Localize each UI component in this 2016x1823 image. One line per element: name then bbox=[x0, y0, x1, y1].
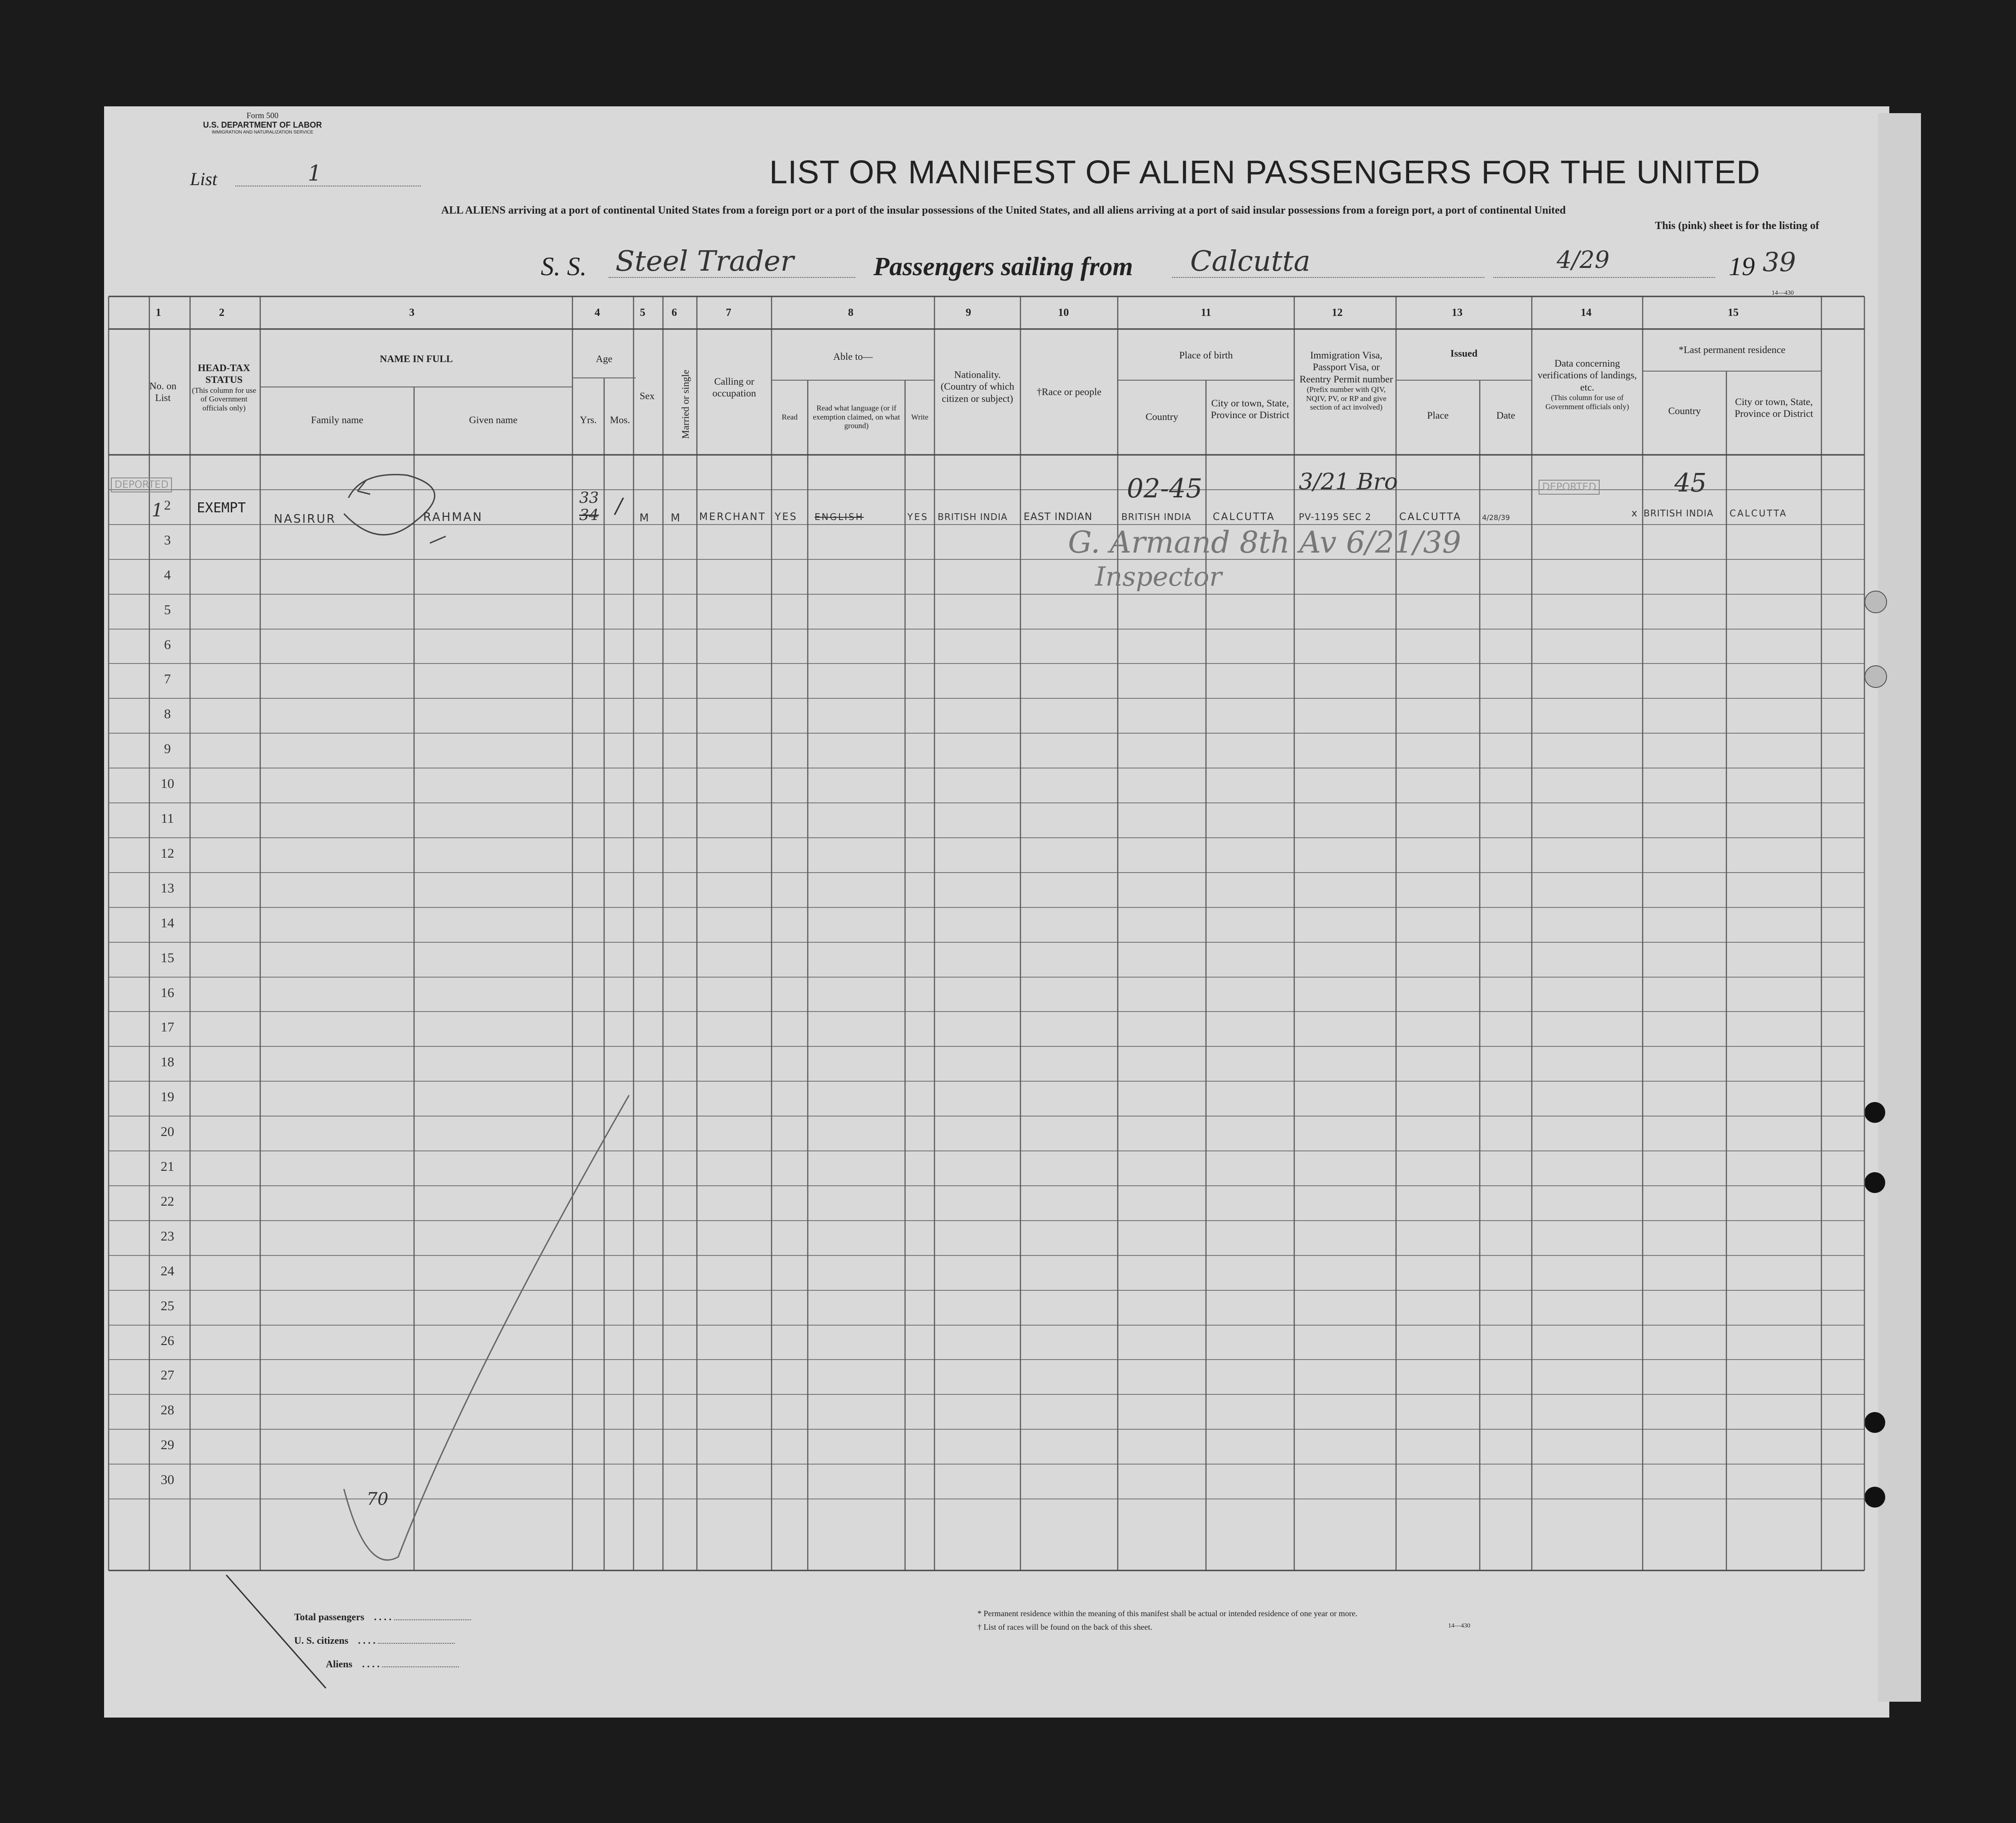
row-number: 16 bbox=[161, 985, 174, 1000]
form-number: Form 500 bbox=[246, 111, 279, 120]
col-able-to: Able to— bbox=[833, 351, 873, 362]
row-number: 25 bbox=[161, 1298, 174, 1313]
inspector-title: Inspector bbox=[1095, 561, 1222, 592]
column-number: 9 bbox=[966, 307, 971, 319]
row-number: 17 bbox=[161, 1020, 174, 1035]
form-header-block bbox=[163, 111, 362, 135]
us-citizens-line bbox=[378, 1643, 455, 1644]
head-tax-note: (This column for use of Government officials only) bbox=[191, 386, 257, 412]
column-number: 10 bbox=[1058, 307, 1069, 319]
entry-age-mos: / bbox=[615, 493, 623, 518]
tally-number: 70 bbox=[367, 1489, 389, 1509]
entry-race: EAST INDIAN bbox=[1024, 511, 1093, 523]
entry-read: YES bbox=[775, 511, 798, 523]
year-value: 39 bbox=[1763, 247, 1796, 277]
footer-code: 14—430 bbox=[1448, 1623, 1470, 1629]
column-number: 11 bbox=[1201, 307, 1211, 319]
head-tax-title: HEAD-TAX STATUS bbox=[198, 362, 250, 386]
entry-sex: M bbox=[639, 511, 650, 524]
row-number: 29 bbox=[161, 1437, 174, 1452]
column-number: 12 bbox=[1332, 307, 1343, 319]
row-number: 11 bbox=[161, 811, 174, 826]
entry-birth-country: BRITISH INDIA bbox=[1121, 511, 1191, 522]
instruction-line-2: This (pink) sheet is for the listing of bbox=[1655, 220, 1819, 232]
ss-label: S. S. bbox=[541, 252, 587, 281]
col-head-tax bbox=[190, 362, 258, 412]
row-number: 14 bbox=[161, 916, 174, 931]
total-passengers-dots: . . . . bbox=[374, 1611, 392, 1623]
entry-visa-number: PV-1195 SEC 2 bbox=[1299, 511, 1372, 522]
row-number: 19 bbox=[161, 1089, 174, 1104]
col-lr-country: Country bbox=[1668, 405, 1701, 416]
row-number: 6 bbox=[164, 637, 171, 652]
row-number: 27 bbox=[161, 1368, 174, 1383]
aliens-label: Aliens bbox=[326, 1658, 353, 1670]
row-number: 23 bbox=[161, 1229, 174, 1244]
entry-head-tax: EXEMPT bbox=[197, 500, 246, 516]
col-visa bbox=[1296, 349, 1396, 412]
aliens-dots: . . . . bbox=[362, 1658, 380, 1670]
column-number: 8 bbox=[848, 307, 853, 319]
row-number: 10 bbox=[161, 776, 174, 791]
column-number: 4 bbox=[595, 307, 600, 319]
row-number: 30 bbox=[161, 1472, 174, 1487]
entry-age: 34 bbox=[579, 506, 599, 524]
entry-family-name: NASIRUR bbox=[274, 512, 336, 526]
list-label: List bbox=[190, 169, 218, 189]
us-citizens-row bbox=[294, 1635, 471, 1658]
row-number: 21 bbox=[161, 1159, 174, 1174]
col-name-in-full: NAME IN FULL bbox=[380, 353, 453, 364]
entry-lr-city: CALCUTTA bbox=[1730, 508, 1787, 519]
total-passengers-label: Total passengers bbox=[294, 1611, 365, 1623]
entry-married: M bbox=[671, 511, 682, 524]
row-number: 18 bbox=[161, 1055, 174, 1069]
column-number: 15 bbox=[1728, 307, 1739, 319]
col-issued-date: Date bbox=[1496, 410, 1516, 421]
col-read-language: Read what language (or if exemption claimed, on what ground) bbox=[813, 404, 900, 430]
row-number: 26 bbox=[161, 1333, 174, 1348]
entry-age-corrected: 33 bbox=[579, 489, 599, 507]
total-passengers-row bbox=[294, 1611, 471, 1635]
col-given-name: Given name bbox=[469, 414, 518, 425]
form-code: 14—430 bbox=[1772, 290, 1794, 296]
col-issued: Issued bbox=[1450, 348, 1477, 359]
row-number: 5 bbox=[164, 602, 171, 617]
year-prefix: 19 bbox=[1729, 252, 1755, 281]
col-place-of-birth: Place of birth bbox=[1179, 349, 1233, 361]
visa-title: Immigration Visa, Passport Visa, or Reentry Permit number bbox=[1299, 349, 1393, 385]
entry-issued-date: 4/28/39 bbox=[1482, 513, 1510, 522]
port-name: Calcutta bbox=[1190, 244, 1311, 277]
total-passengers-line bbox=[394, 1619, 471, 1620]
col-read: Read bbox=[782, 413, 798, 421]
column-number: 7 bbox=[726, 307, 731, 319]
visa-note: (Prefix number with QIV, NQIV, PV, or RP and give section of act involved) bbox=[1306, 385, 1387, 412]
ship-name: Steel Trader bbox=[615, 244, 794, 277]
entry-language: ENGLISH bbox=[815, 511, 864, 522]
col-data-concerning bbox=[1532, 358, 1643, 411]
entry-lr-country: BRITISH INDIA bbox=[1644, 508, 1714, 519]
col-nationality: Nationality. (Country of which citizen or subject) bbox=[940, 369, 1015, 404]
row-number: 24 bbox=[161, 1264, 174, 1279]
column-number: 2 bbox=[219, 307, 224, 319]
row-number: 13 bbox=[161, 881, 174, 896]
col-age-yrs: Yrs. bbox=[580, 414, 597, 425]
column-number: 1 bbox=[156, 307, 161, 319]
entry-given-name: RAHMAN bbox=[423, 511, 483, 524]
row-number: 4 bbox=[164, 568, 171, 582]
column-number: 5 bbox=[640, 307, 645, 319]
col-married: Married or single bbox=[679, 369, 691, 439]
entry-row-no: 1 bbox=[152, 500, 163, 521]
column-number: 14 bbox=[1581, 307, 1592, 319]
sailing-date: 4/29 bbox=[1557, 247, 1610, 274]
row-number: 8 bbox=[164, 706, 171, 721]
entry-occupation: MERCHANT bbox=[699, 511, 766, 523]
us-citizens-dots: . . . . bbox=[358, 1635, 376, 1646]
col-race: †Race or people bbox=[1037, 386, 1101, 397]
row-number: 20 bbox=[161, 1124, 174, 1139]
department-name: U.S. DEPARTMENT OF LABOR bbox=[203, 120, 322, 129]
column-number: 6 bbox=[672, 307, 677, 319]
row-number: 3 bbox=[164, 533, 171, 548]
col-no-on-list: No. on List bbox=[149, 380, 176, 404]
row-number: 7 bbox=[164, 672, 171, 687]
entry-write: YES bbox=[907, 511, 929, 522]
aliens-line bbox=[382, 1666, 459, 1667]
col-calling: Calling or occupation bbox=[712, 376, 756, 399]
data-deported-stamp: DEPORTED bbox=[1539, 480, 1600, 495]
entry-issued-place: CALCUTTA bbox=[1399, 511, 1462, 523]
entry-lr-mark: x bbox=[1631, 508, 1639, 519]
entry-birth-annotation: 02-45 bbox=[1127, 473, 1203, 504]
entry-visa-annotation: 3/21 Bro bbox=[1299, 468, 1398, 495]
deported-stamp: DEPORTED bbox=[111, 477, 172, 492]
aliens-row bbox=[294, 1658, 471, 1682]
date-field-line bbox=[1493, 277, 1715, 278]
row-number: 9 bbox=[164, 741, 171, 756]
row-number: 15 bbox=[161, 950, 174, 965]
row-number: 2 bbox=[164, 498, 171, 513]
col-lr-city: City or town, State, Province or District bbox=[1735, 396, 1813, 420]
col-family-name: Family name bbox=[311, 414, 363, 425]
page-title: LIST OR MANIFEST OF ALIEN PASSENGERS FOR THE UNITED bbox=[769, 154, 1761, 191]
column-number: 13 bbox=[1452, 307, 1463, 319]
col-last-residence: *Last permanent residence bbox=[1678, 344, 1786, 355]
col-birth-country: Country bbox=[1145, 411, 1178, 422]
data-concerning-note: (This column for use of Government officials only) bbox=[1545, 393, 1629, 411]
col-age-mos: Mos. bbox=[610, 414, 630, 425]
entry-nationality: BRITISH INDIA bbox=[938, 511, 1008, 522]
row-number: 22 bbox=[161, 1194, 174, 1209]
us-citizens-label: U. S. citizens bbox=[294, 1635, 348, 1646]
col-age: Age bbox=[596, 353, 613, 364]
row-number: 12 bbox=[161, 846, 174, 861]
col-write: Write bbox=[911, 413, 929, 421]
sailing-label: Passengers sailing from bbox=[873, 252, 1133, 281]
column-number: 3 bbox=[409, 307, 415, 319]
inspector-signature: G. Armand 8th Av 6/21/39 bbox=[1068, 525, 1461, 560]
data-concerning-title: Data concerning verifications of landings, etc. bbox=[1537, 358, 1637, 393]
col-issued-place: Place bbox=[1427, 410, 1449, 421]
col-sex: Sex bbox=[639, 390, 655, 401]
footnote-residence: * Permanent residence within the meaning of this manifest shall be actual or intended residence of one year or more. bbox=[977, 1609, 1358, 1618]
instruction-line-1: ALL ALIENS arriving at a port of continental United States from a foreign port or a port of the insular possessions of the United States, and all aliens arriving at a port of said insular possessions from a foreign port, a port of continental United bbox=[441, 205, 1566, 216]
footer-totals bbox=[294, 1611, 471, 1682]
entry-lr-annotation: 45 bbox=[1674, 468, 1707, 498]
footnote-races: † List of races will be found on the back of this sheet. bbox=[977, 1623, 1153, 1632]
entry-birth-city: CALCUTTA bbox=[1213, 511, 1275, 523]
row-number: 28 bbox=[161, 1403, 174, 1417]
list-value: 1 bbox=[308, 161, 322, 186]
col-birth-city: City or town, State, Province or District bbox=[1211, 397, 1290, 421]
service-name: IMMIGRATION AND NATURALIZATION SERVICE bbox=[211, 130, 314, 135]
